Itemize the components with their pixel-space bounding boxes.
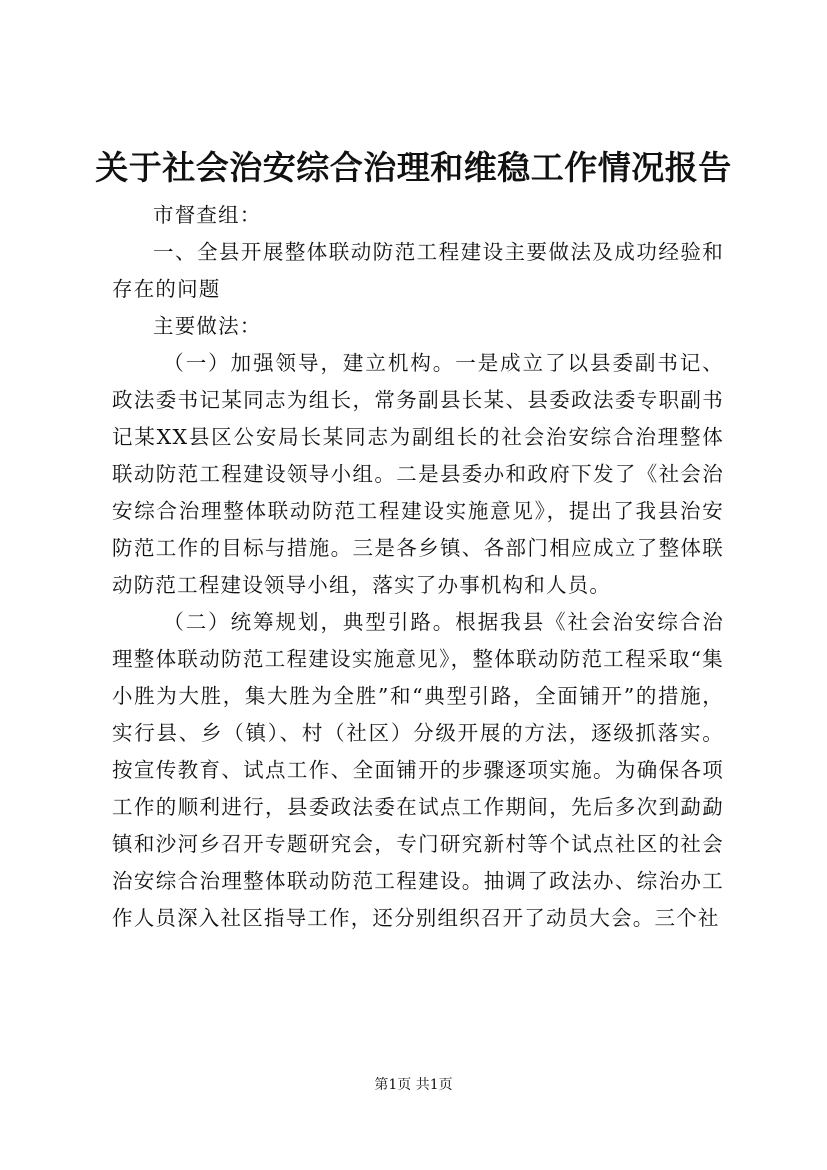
document-title: 关于社会治安综合治理和维稳工作情况报告 — [95, 148, 732, 187]
document-body — [112, 197, 724, 937]
section-heading: 一、全县开展整体联动防范工程建设主要做法及成功经验和存在的问题 — [112, 240, 724, 301]
main-methods-label: 主要做法： — [153, 314, 262, 338]
paragraph-1: （一）加强领导，建立机构。一是成立了以县委副书记、政法委书记某同志为组长，常务副县长某、县委政法委专职副书记某XX县区公安局长某同志为副组长的社会治安综合治理整体联动防范工程建设领导小组。二是县委办和政府下发了《社会治安综合治理整体联动防范工程建设实施意见》，提出了我县治安防范工作的目标与措施。三是各乡镇、各部门相应成立了整体联动防范工程建设领导小组，落实了办事机构和人员。 — [112, 351, 724, 597]
page-footer: 第1页 共1页 — [374, 1077, 453, 1093]
paragraph-2: （二）统筹规划，典型引路。根据我县《社会治安综合治理整体联动防范工程建设实施意见》，整体联动防范工程采取“集小胜为大胜，集大胜为全胜”和“典型引路，全面铺开”的措施，实行县、乡（镇）、村（社区）分级开展的方法，逐级抓落实。按宣传教育、试点工作、全面铺开的步骤逐项实施。为确保各项工作的顺利进行，县委政法委在试点工作期间，先后多次到勐勐镇和沙河乡召开专题研究会，专门研究新村等个试点社区的社会治安综合治理整体联动防范工程建设。抽调了政法办、综治办工作人员深入社区指导工作，还分别组织召开了动员大会。三个社 — [112, 610, 724, 930]
salutation: 市督查组： — [153, 203, 262, 227]
